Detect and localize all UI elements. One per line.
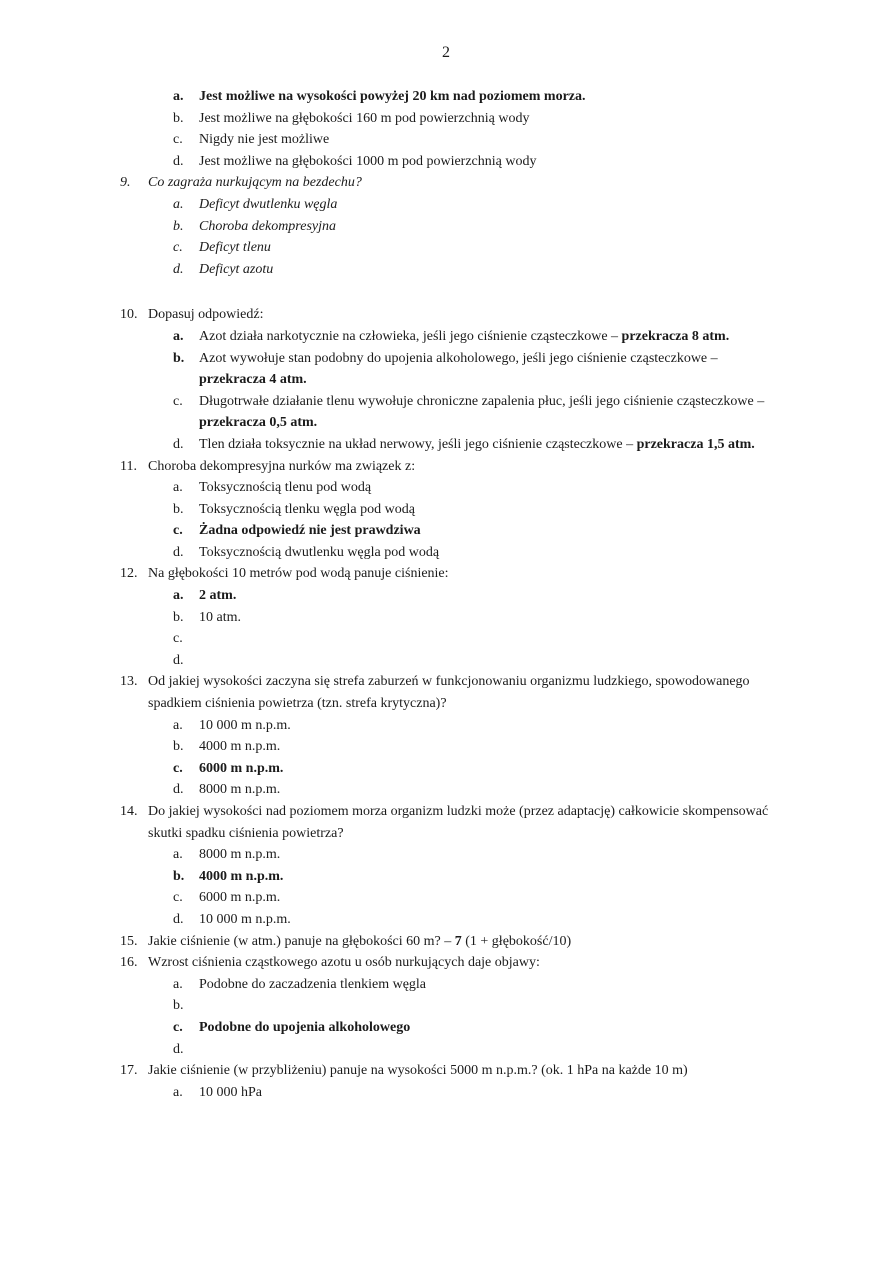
- option-letter: d.: [173, 782, 184, 798]
- q12-option-d: [0, 650, 892, 672]
- question-number: 15.: [120, 933, 138, 949]
- option-letter: b.: [173, 998, 184, 1014]
- option-letter: a.: [173, 847, 183, 863]
- option-text: Długotrwałe działanie tlenu wywołuje chroniczne zapalenia płuc, jeśli jego ciśnienie cząsteczkowe –: [199, 393, 765, 409]
- q10-option-d: [0, 434, 892, 456]
- option-text: [199, 631, 203, 646]
- option-letter: d.: [173, 911, 184, 927]
- q13-option-b: [0, 736, 892, 758]
- q8-option-a: [0, 86, 892, 108]
- option-letter: d.: [173, 436, 184, 452]
- q14-option-c: [0, 887, 892, 909]
- option-text: Deficyt dwutlenku węgla: [199, 196, 338, 212]
- q16-option-a: [0, 974, 892, 996]
- q11-option-a: [0, 477, 892, 499]
- option-text: Choroba dekompresyjna: [199, 218, 336, 234]
- question-text: Od jakiej wysokości zaczyna się strefa zaburzeń w funkcjonowaniu organizmu ludzkiego, spowodowanego spadkiem ciśnienia powietrza (tzn. strefa krytyczna)?: [148, 674, 750, 712]
- q12-option-a: [0, 585, 892, 607]
- option-text: 2 atm.: [199, 588, 237, 604]
- option-text: Jest możliwe na głębokości 160 m pod powierzchnią wody: [199, 110, 530, 126]
- question-answer: 7: [454, 933, 462, 949]
- q13-option-a: [0, 715, 892, 737]
- page-number: 2: [442, 44, 450, 61]
- option-answer: przekracza 1,5 atm.: [636, 436, 755, 452]
- q13-option-c: [0, 758, 892, 780]
- option-text: Deficyt azotu: [199, 261, 274, 277]
- question-text: Dopasuj odpowiedź:: [148, 307, 264, 323]
- question-text: Wzrost ciśnienia cząstkowego azotu u osób nurkujących daje objawy:: [148, 955, 540, 971]
- option-letter: d.: [173, 261, 184, 277]
- option-letter: c.: [173, 631, 183, 647]
- q12-option-c: [0, 628, 892, 650]
- option-text: Toksycznością dwutlenku węgla pod wodą: [199, 544, 440, 560]
- option-letter: a.: [173, 196, 184, 212]
- question-11: [0, 456, 892, 478]
- q10-option-c: [0, 391, 892, 434]
- option-letter: c.: [173, 132, 183, 148]
- question-14: [0, 801, 892, 844]
- option-text: Nigdy nie jest możliwe: [199, 132, 330, 148]
- q8-option-c: [0, 129, 892, 151]
- q13-option-d: [0, 779, 892, 801]
- question-number: 10.: [120, 307, 138, 323]
- q8-option-d: [0, 151, 892, 173]
- q10-option-a: [0, 326, 892, 348]
- option-text: Podobne do upojenia alkoholowego: [199, 1019, 411, 1035]
- q14-option-d: [0, 909, 892, 931]
- option-text: Tlen działa toksycznie na układ nerwowy, jeśli jego ciśnienie cząsteczkowe –: [199, 436, 637, 452]
- spacer: [0, 280, 892, 301]
- option-text: [199, 653, 203, 668]
- option-letter: a.: [173, 717, 183, 733]
- q11-option-b: [0, 499, 892, 521]
- q10-option-b: [0, 348, 892, 391]
- option-text: 10 000 hPa: [199, 1084, 262, 1100]
- option-letter: b.: [173, 350, 185, 366]
- option-letter: c.: [173, 760, 183, 776]
- option-text: 8000 m n.p.m.: [199, 782, 281, 798]
- option-letter: c.: [173, 393, 183, 409]
- option-letter: c.: [173, 523, 183, 539]
- question-text: Na głębokości 10 metrów pod wodą panuje ciśnienie:: [148, 566, 449, 582]
- option-text: [199, 998, 203, 1013]
- question-16: [0, 952, 892, 974]
- option-text: Żadna odpowiedź nie jest prawdziwa: [199, 523, 421, 539]
- q9-option-d: [0, 259, 892, 281]
- question-number: 13.: [120, 674, 138, 690]
- q12-option-b: [0, 607, 892, 629]
- question-number: 11.: [120, 458, 137, 474]
- question-text: Jakie ciśnienie (w przybliżeniu) panuje na wysokości 5000 m n.p.m.? (ok. 1 hPa na każde 10 m): [148, 1063, 688, 1079]
- question-10: [0, 304, 892, 326]
- option-letter: a.: [173, 976, 183, 992]
- q16-option-b: [0, 995, 892, 1017]
- option-text: Jest możliwe na wysokości powyżej 20 km nad poziomem morza.: [199, 89, 586, 104]
- option-letter: a.: [173, 89, 184, 104]
- option-letter: b.: [173, 868, 185, 884]
- option-text: 4000 m n.p.m.: [199, 739, 281, 755]
- option-letter: b.: [173, 218, 184, 234]
- option-text: 10 000 m n.p.m.: [199, 717, 291, 733]
- option-letter: c.: [173, 890, 183, 906]
- option-letter: a.: [173, 328, 184, 344]
- option-text: 4000 m n.p.m.: [199, 868, 284, 884]
- option-text: 6000 m n.p.m.: [199, 890, 281, 906]
- option-answer: przekracza 0,5 atm.: [199, 415, 318, 431]
- option-letter: a.: [173, 588, 184, 604]
- q14-option-b: [0, 866, 892, 888]
- option-text: Toksycznością tlenku węgla pod wodą: [199, 501, 415, 517]
- option-text: Podobne do zaczadzenia tlenkiem węgla: [199, 976, 427, 992]
- question-text: Choroba dekompresyjna nurków ma związek z:: [148, 458, 416, 474]
- option-letter: d.: [173, 544, 184, 560]
- option-letter: d.: [173, 153, 184, 169]
- question-9: [0, 172, 892, 194]
- option-text: Jest możliwe na głębokości 1000 m pod powierzchnią wody: [199, 153, 537, 169]
- question-hint: (1 + głębokość/10): [461, 933, 572, 949]
- option-letter: c.: [173, 1019, 183, 1035]
- option-letter: d.: [173, 1041, 184, 1057]
- question-13: [0, 671, 892, 714]
- q9-option-a: [0, 194, 892, 216]
- q16-option-d: [0, 1039, 892, 1061]
- option-text: 8000 m n.p.m.: [199, 847, 281, 863]
- option-text: 6000 m n.p.m.: [199, 760, 284, 776]
- option-answer: przekracza 4 atm.: [199, 372, 307, 388]
- question-17: [0, 1060, 892, 1082]
- option-text: Azot działa narkotycznie na człowieka, jeśli jego ciśnienie cząsteczkowe –: [199, 328, 622, 344]
- q11-option-d: [0, 542, 892, 564]
- q9-option-c: [0, 237, 892, 259]
- q17-option-a: [0, 1082, 892, 1104]
- q16-option-c: [0, 1017, 892, 1039]
- option-letter: a.: [173, 480, 183, 496]
- question-text: Co zagraża nurkującym na bezdechu?: [148, 175, 362, 191]
- q8-option-b: [0, 108, 892, 130]
- option-letter: d.: [173, 652, 184, 668]
- option-letter: c.: [173, 240, 183, 256]
- question-text: Do jakiej wysokości nad poziomem morza organizm ludzki może (przez adaptację) całkowicie skompensować skutki spadku ciśnienia powietrza?: [148, 804, 769, 841]
- option-answer: przekracza 8 atm.: [621, 328, 730, 344]
- option-text: Azot wywołuje stan podobny do upojenia alkoholowego, jeśli jego ciśnienie cząsteczkowe –: [199, 350, 718, 366]
- option-text: 10 atm.: [199, 609, 241, 625]
- q11-option-c: [0, 520, 892, 542]
- question-15: [0, 931, 892, 953]
- option-letter: b.: [173, 609, 184, 625]
- question-number: 16.: [120, 955, 138, 971]
- option-letter: a.: [173, 1084, 183, 1100]
- option-text: 10 000 m n.p.m.: [199, 911, 291, 927]
- question-number: 14.: [120, 804, 138, 819]
- q14-option-a: [0, 844, 892, 866]
- option-text: [199, 1042, 203, 1057]
- question-number: 9.: [120, 175, 131, 191]
- option-letter: b.: [173, 739, 184, 755]
- question-list: [0, 86, 892, 1103]
- option-text: Toksycznością tlenu pod wodą: [199, 480, 372, 496]
- question-12: [0, 563, 892, 585]
- option-letter: b.: [173, 501, 184, 517]
- option-text: Deficyt tlenu: [199, 240, 271, 256]
- question-number: 12.: [120, 566, 138, 582]
- q9-option-b: [0, 216, 892, 238]
- question-text: Jakie ciśnienie (w atm.) panuje na głębokości 60 m? –: [148, 933, 455, 949]
- option-letter: b.: [173, 110, 184, 126]
- question-number: 17.: [120, 1063, 138, 1079]
